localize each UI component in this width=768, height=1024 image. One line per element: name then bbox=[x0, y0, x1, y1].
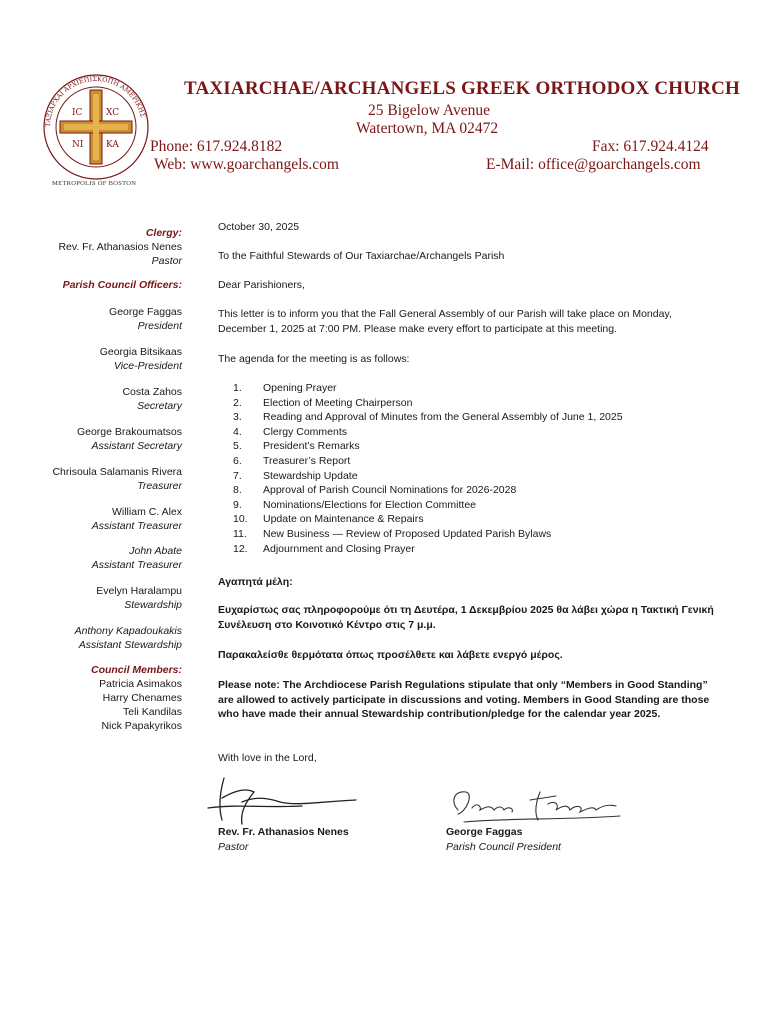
agenda-number: 5. bbox=[233, 440, 242, 453]
greek-greeting: Αγαπητά μέλη: bbox=[218, 576, 293, 588]
officer-name: George Brakoumatsos bbox=[76, 426, 182, 438]
church-name: TAXIARCHAE/ARCHANGELS GREEK ORTHODOX CHURCH bbox=[184, 78, 740, 99]
church-logo bbox=[40, 72, 152, 182]
letter-closing: With love in the Lord, bbox=[218, 752, 317, 764]
member-name: Nick Papakyrikos bbox=[101, 720, 182, 732]
agenda-text: Election of Meeting Chairperson bbox=[263, 396, 413, 409]
agenda-number: 4. bbox=[233, 425, 242, 438]
agenda-text: Nominations/Elections for Election Committee bbox=[263, 498, 477, 511]
website: Web: www.goarchangels.com bbox=[154, 156, 339, 173]
agenda-item bbox=[233, 454, 623, 469]
agenda-number: 6. bbox=[233, 454, 242, 467]
address-line1: 25 Bigelow Avenue bbox=[368, 102, 490, 119]
logo-letter-ic: IC bbox=[72, 108, 83, 118]
letter-intro: This letter is to inform you that the Fall General Assembly of our Parish will take place on Monday, December 1, 2025 at 7:00 PM. Please make every effort to participate at this meeting. bbox=[218, 308, 672, 335]
president-signature bbox=[444, 782, 624, 828]
sidebar-clergy bbox=[58, 226, 182, 268]
agenda-text: Reading and Approval of Minutes from the General Assembly of June 1, 2025 bbox=[263, 411, 623, 424]
agenda-intro: The agenda for the meeting is as follows: bbox=[218, 353, 410, 365]
officer-name: Evelyn Haralampu bbox=[96, 585, 182, 597]
officer bbox=[109, 305, 182, 333]
officer-name: Georgia Bitsikaas bbox=[99, 346, 182, 358]
officer bbox=[96, 584, 182, 612]
officer bbox=[100, 345, 182, 373]
agenda-text: President’s Remarks bbox=[263, 440, 360, 453]
logo-letter-xc: XC bbox=[106, 108, 120, 118]
agenda-number: 3. bbox=[233, 411, 242, 424]
officer-role: Assistant Treasurer bbox=[91, 520, 182, 532]
pastor-signature bbox=[206, 772, 366, 828]
member-name: Patricia Asimakos bbox=[99, 678, 182, 690]
clergy-name: Rev. Fr. Athanasios Nenes bbox=[58, 241, 182, 253]
officer-role: Assistant Secretary bbox=[91, 440, 182, 452]
officer bbox=[77, 425, 182, 453]
signatory-name: George Faggas bbox=[446, 826, 523, 838]
phone: Phone: 617.924.8182 bbox=[150, 138, 283, 155]
agenda-number: 9. bbox=[233, 498, 242, 511]
member-name: Harry Chenames bbox=[102, 692, 182, 704]
agenda-item bbox=[233, 410, 623, 425]
officers-heading: Parish Council Officers: bbox=[62, 279, 182, 291]
fax: Fax: 617.924.4124 bbox=[592, 138, 709, 155]
officer-name: Chrisoula Salamanis Rivera bbox=[52, 466, 182, 478]
agenda-text: Opening Prayer bbox=[263, 382, 337, 394]
agenda-item bbox=[233, 469, 623, 484]
agenda-text: Clergy Comments bbox=[263, 425, 348, 438]
officer-name: Anthony Kapadoukakis bbox=[74, 625, 182, 637]
agenda-number: 12. bbox=[233, 542, 248, 555]
agenda-item bbox=[233, 483, 623, 498]
agenda-number: 1. bbox=[233, 382, 242, 394]
agenda-text: Update on Maintenance & Repairs bbox=[263, 513, 424, 526]
officer-role: Assistant Stewardship bbox=[78, 639, 182, 651]
clergy-heading: Clergy: bbox=[145, 227, 182, 239]
officer-name: Costa Zahos bbox=[122, 386, 182, 398]
agenda-item bbox=[233, 425, 623, 440]
metropolis-label: METROPOLIS OF BOSTON bbox=[52, 180, 137, 187]
agenda-number: 10. bbox=[233, 513, 248, 526]
agenda-text: Stewardship Update bbox=[263, 469, 358, 482]
letter-date: October 30, 2025 bbox=[218, 221, 300, 233]
officer-name: John Abate bbox=[129, 545, 182, 557]
officer-role: Secretary bbox=[137, 400, 182, 412]
member-name: Teli Kandilas bbox=[123, 706, 182, 718]
officer bbox=[75, 624, 182, 652]
agenda-item bbox=[233, 498, 623, 513]
agenda-text: New Business — Review of Proposed Updated Parish Bylaws bbox=[263, 527, 552, 540]
agenda-item bbox=[233, 512, 623, 527]
officer-role: Treasurer bbox=[137, 480, 182, 492]
agenda-list bbox=[233, 381, 623, 556]
greek-request: Παρακαλείσθε θερμότατα όπως προσέλθετε και λάβετε ενεργό μέρος. bbox=[218, 649, 563, 661]
letter-salutation: Dear Parishioners, bbox=[218, 279, 305, 291]
members-heading: Council Members: bbox=[90, 664, 182, 676]
officer-role: President bbox=[137, 320, 182, 332]
officer bbox=[52, 465, 182, 493]
agenda-number: 11. bbox=[233, 527, 247, 540]
address-line2: Watertown, MA 02472 bbox=[356, 120, 499, 137]
signatory-name: Rev. Fr. Athanasios Nenes bbox=[218, 826, 349, 838]
agenda-number: 2. bbox=[233, 396, 242, 409]
signatory-title: Pastor bbox=[218, 841, 249, 853]
membership-note: Please note: The Archdiocese Parish Regulations stipulate that only “Members in Good Standing” are allowed to actively participate in discussions and voting. Members in Good Standing are those who have made their annual Stewardship contribution/pledge for the calendar year 2025. bbox=[218, 679, 710, 720]
email: E-Mail: office@goarchangels.com bbox=[486, 156, 701, 173]
agenda-number: 8. bbox=[233, 484, 242, 497]
officer bbox=[122, 385, 182, 413]
agenda-item bbox=[233, 439, 623, 454]
officers-heading-block bbox=[63, 278, 182, 292]
agenda-item bbox=[233, 396, 623, 411]
council-members bbox=[91, 663, 182, 733]
agenda-item bbox=[233, 527, 623, 542]
officer-role: Stewardship bbox=[124, 599, 182, 611]
logo-letter-ni: NI bbox=[72, 140, 84, 150]
officer-role: Vice-President bbox=[113, 360, 182, 372]
greek-paragraph: Ευχαρίστως σας πληροφορούμε ότι τη Δευτέρα, 1 Δεκεμβρίου 2025 θα λάβει χώρα η Τακτική Γενική Συνέλευση στο Κοινοτικό Κέντρο στις 7 μ.μ. bbox=[218, 604, 714, 631]
officer bbox=[92, 505, 182, 533]
logo-letter-ka: KA bbox=[106, 140, 119, 150]
agenda-text: Treasurer’s Report bbox=[263, 454, 351, 467]
agenda-text: Adjournment and Closing Prayer bbox=[263, 542, 415, 555]
agenda-text: Approval of Parish Council Nominations for 2026-2028 bbox=[263, 484, 517, 497]
agenda-item bbox=[233, 381, 623, 396]
officer-name: William C. Alex bbox=[111, 506, 182, 518]
officer-role: Assistant Treasurer bbox=[91, 559, 182, 571]
logo-ring-text: ΤΑΞΙΑΡΧΑΙ ΑΡΧΙΕΠΙΣΚΟΠΗ ΑΜΕΡΙΚΗΣ bbox=[43, 74, 147, 128]
clergy-role: Pastor bbox=[151, 255, 182, 267]
agenda-item bbox=[233, 542, 623, 557]
signatory-title: Parish Council President bbox=[446, 841, 561, 853]
agenda-number: 7. bbox=[233, 469, 242, 482]
officer-name: George Faggas bbox=[109, 306, 182, 318]
letter-recipient: To the Faithful Stewards of Our Taxiarchae/Archangels Parish bbox=[218, 250, 505, 262]
officer bbox=[92, 544, 182, 572]
